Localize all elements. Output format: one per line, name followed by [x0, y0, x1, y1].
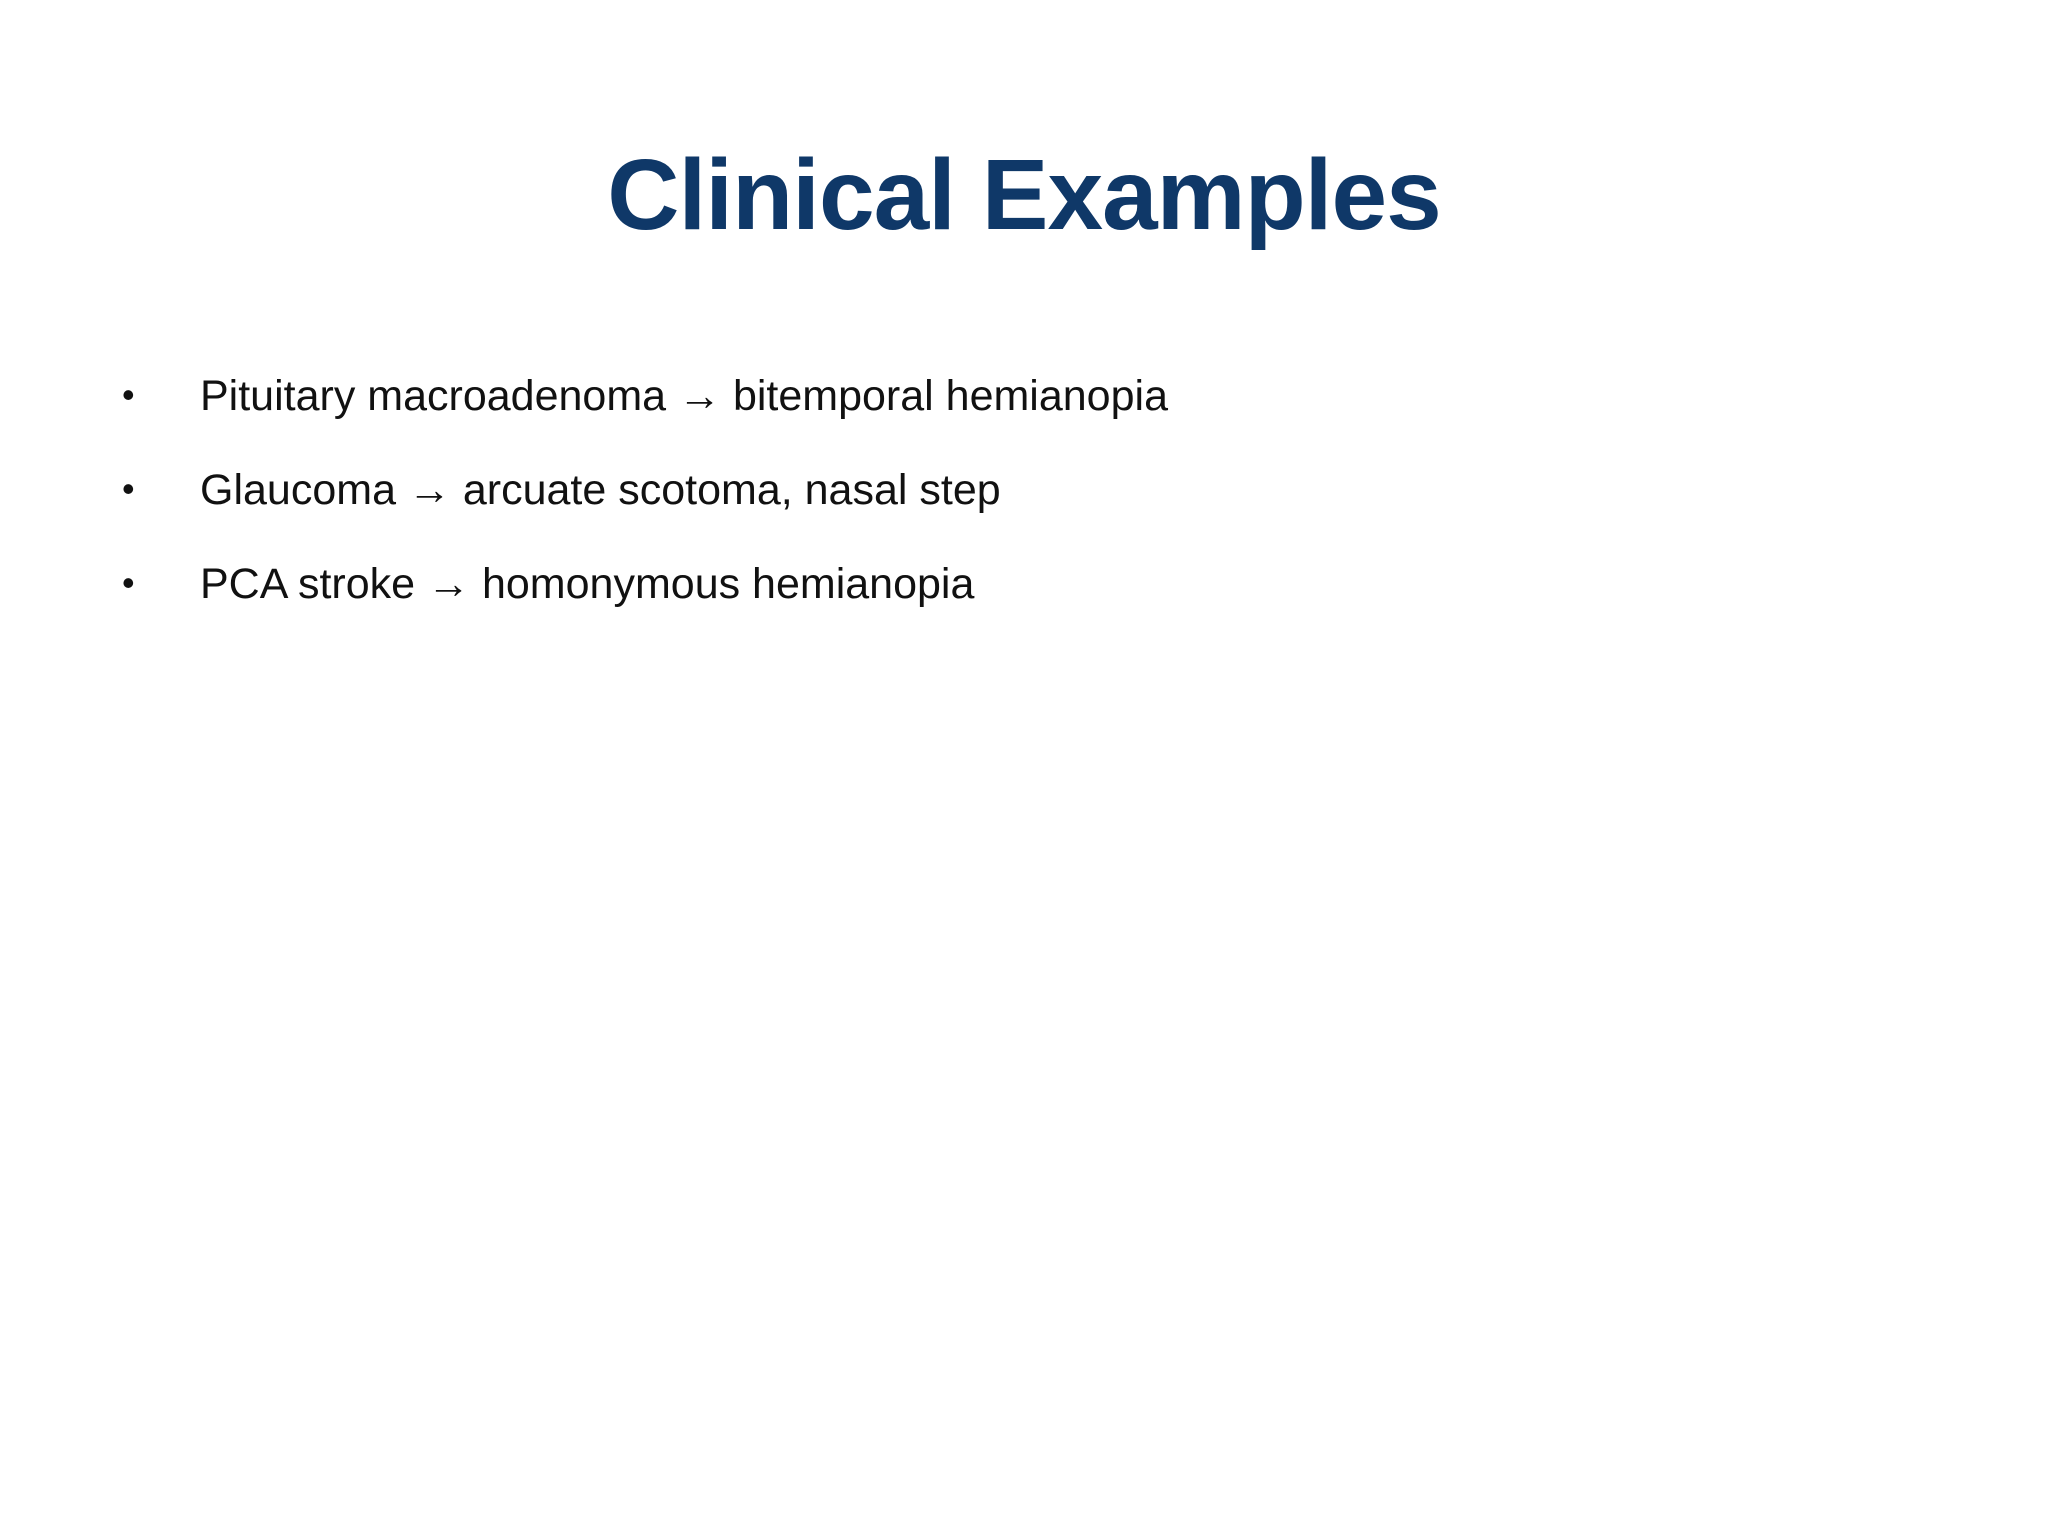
list-item	[0, 372, 2048, 466]
bullet-text: Glaucoma → arcuate scotoma, nasal step	[200, 466, 1001, 514]
list-item	[0, 466, 2048, 560]
bullet-list	[0, 372, 2048, 654]
list-item	[0, 560, 2048, 654]
slide-title: Clinical Examples	[607, 139, 1441, 251]
bullet-text: PCA stroke → homonymous hemianopia	[200, 560, 975, 608]
bullet-icon: •	[122, 468, 135, 509]
bullet-text: Pituitary macroadenoma → bitemporal hemianopia	[200, 372, 1168, 420]
bullet-icon: •	[122, 374, 135, 415]
bullet-icon: •	[122, 562, 135, 603]
